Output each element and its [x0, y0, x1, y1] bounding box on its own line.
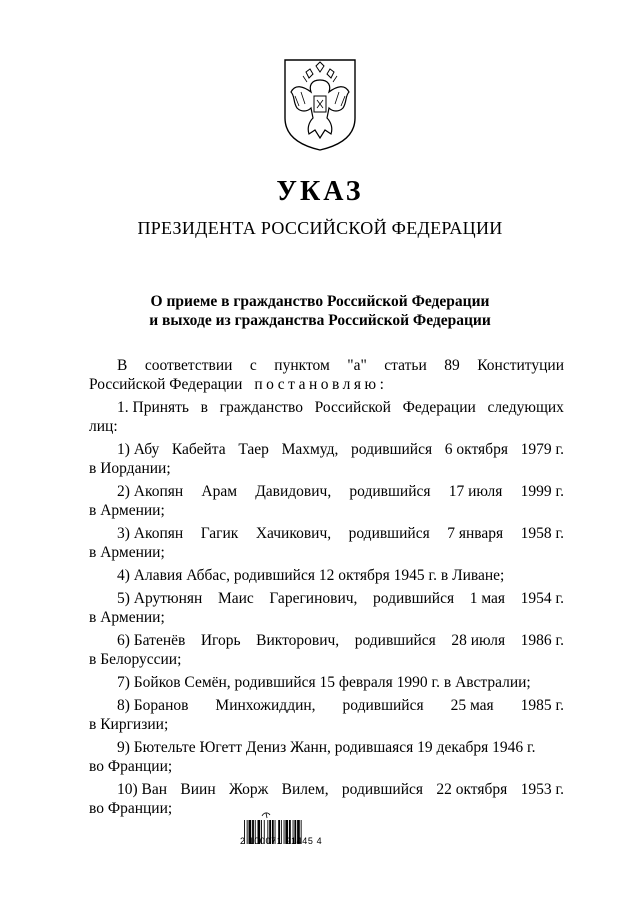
list-item-line-2: в Киргизии;	[89, 716, 169, 733]
heading-line-1: О приеме в гражданство Российской Федерации	[150, 293, 490, 310]
word: 1954 г.	[520, 590, 564, 607]
word: 1999 г.	[520, 483, 564, 500]
document-subtitle: ПРЕЗИДЕНТА РОССИЙСКОЙ ФЕДЕРАЦИИ	[137, 218, 503, 238]
word: Виин	[180, 781, 216, 798]
word: Российской	[314, 399, 391, 416]
list-item	[89, 589, 564, 627]
list-item	[89, 440, 564, 478]
word: родившийся	[341, 781, 424, 798]
word: Давидович,	[255, 483, 332, 500]
russian-coat-of-arms-emblem	[281, 56, 359, 153]
document-title: УКАЗ	[276, 176, 364, 207]
list-item-line-1	[89, 482, 564, 501]
word: "а"	[347, 357, 367, 374]
word: Жорж	[228, 781, 269, 798]
word: Кабейта	[171, 441, 226, 458]
word: Игорь	[200, 632, 241, 649]
list-item	[89, 566, 564, 585]
barcode-number: 2 100071 91445 4	[240, 836, 323, 846]
list-item-line-2: в Армении;	[89, 544, 165, 561]
clause-1-line-1	[89, 398, 564, 417]
list-item-line-1	[89, 631, 564, 650]
word: родившийся	[348, 525, 430, 542]
word: Конституции	[477, 357, 564, 374]
word: 1958 г.	[520, 525, 564, 542]
word: 8) Боранов	[117, 697, 189, 714]
clause-1-line-2: лиц:	[89, 418, 118, 435]
list-item-line-1	[89, 589, 564, 608]
list-item-line-1	[89, 780, 564, 799]
list-item-line-1	[89, 440, 564, 459]
clause-1-paragraph	[89, 398, 564, 436]
word: родившийся	[349, 483, 431, 500]
word: 1979 г.	[520, 441, 564, 458]
word: 5) Арутюнян	[117, 590, 203, 607]
word: Вилем,	[281, 781, 329, 798]
list-item	[89, 524, 564, 562]
word: родившийся	[351, 441, 433, 458]
word: 7 января	[447, 525, 504, 542]
document-body	[89, 356, 564, 822]
list-item-line-2: в Иордании;	[89, 460, 171, 477]
word: соответствии	[144, 357, 233, 374]
word: гражданство	[219, 399, 303, 416]
preamble-line-1	[89, 356, 564, 375]
word: 1986 г.	[520, 632, 564, 649]
word: 1 мая	[469, 590, 506, 607]
word: Минхожиддин,	[215, 697, 316, 714]
preamble-paragraph	[89, 356, 564, 394]
preamble-line-2	[89, 375, 564, 394]
word: 17 июля	[448, 483, 503, 500]
document-heading	[0, 292, 640, 330]
list-item-line-1	[89, 696, 564, 715]
word: 1) Абу	[117, 441, 160, 458]
word: 25 мая	[450, 697, 494, 714]
word: родившийся	[373, 590, 455, 607]
list-item-line-2: в Армении;	[89, 609, 165, 626]
list-item	[89, 482, 564, 520]
word: в	[200, 399, 208, 416]
word: Викторович,	[256, 632, 340, 649]
word: Гагик	[200, 525, 239, 542]
word: 6 октября	[444, 441, 508, 458]
list-item-line-1	[89, 524, 564, 543]
word: статьи	[384, 357, 427, 374]
word: Гарегинович,	[269, 590, 358, 607]
word: 28 июля	[451, 632, 506, 649]
word: 1985 г.	[520, 697, 564, 714]
preamble-decree-word: постановляю:	[254, 376, 388, 393]
word: 2) Акопян	[117, 483, 184, 500]
list-item-line-1: 7) Бойков Семён, родившийся 15 февраля 1990 г. в Австралии;	[117, 674, 531, 691]
persons-list	[89, 440, 564, 818]
list-item	[89, 673, 564, 692]
word: пунктом	[274, 357, 330, 374]
word: Арам	[201, 483, 238, 500]
word: 9) Бютельте Югетт Дениз Жанн, родившаяся 19 декабря 1946 г.	[117, 739, 536, 756]
list-item-line-2: в Армении;	[89, 502, 165, 519]
word: 3) Акопян	[117, 525, 184, 542]
word: 10) Ван	[117, 781, 168, 798]
word: родившийся	[342, 697, 424, 714]
word: Махмуд,	[281, 441, 339, 458]
word: 89	[444, 357, 460, 374]
word: 6) Батенёв	[117, 632, 186, 649]
word: Таер	[238, 441, 269, 458]
word: Федерации	[402, 399, 476, 416]
list-item	[89, 696, 564, 734]
list-item-line-2: в Белоруссии;	[89, 651, 182, 668]
word: родившийся	[354, 632, 436, 649]
word: 1953 г.	[520, 781, 564, 798]
word: 22 октября	[436, 781, 508, 798]
word: Маис	[217, 590, 254, 607]
list-item-line-2: во Франции;	[89, 758, 173, 775]
word: с	[249, 357, 257, 374]
heading-line-2: и выходе из гражданства Российской Федерации	[149, 312, 491, 329]
list-item	[89, 738, 564, 776]
word: следующих	[487, 399, 564, 416]
word: 1. Принять	[117, 399, 190, 416]
list-item-line-1	[89, 738, 564, 757]
word: В	[117, 357, 128, 374]
list-item-line-1: 4) Алавия Аббас, родившийся 12 октября 1945 г. в Ливане;	[117, 567, 505, 584]
word: Хачикович,	[255, 525, 332, 542]
list-item	[89, 631, 564, 669]
preamble-line-2-start: Российской Федерации	[89, 376, 243, 393]
list-item-line-2: во Франции;	[89, 800, 173, 817]
